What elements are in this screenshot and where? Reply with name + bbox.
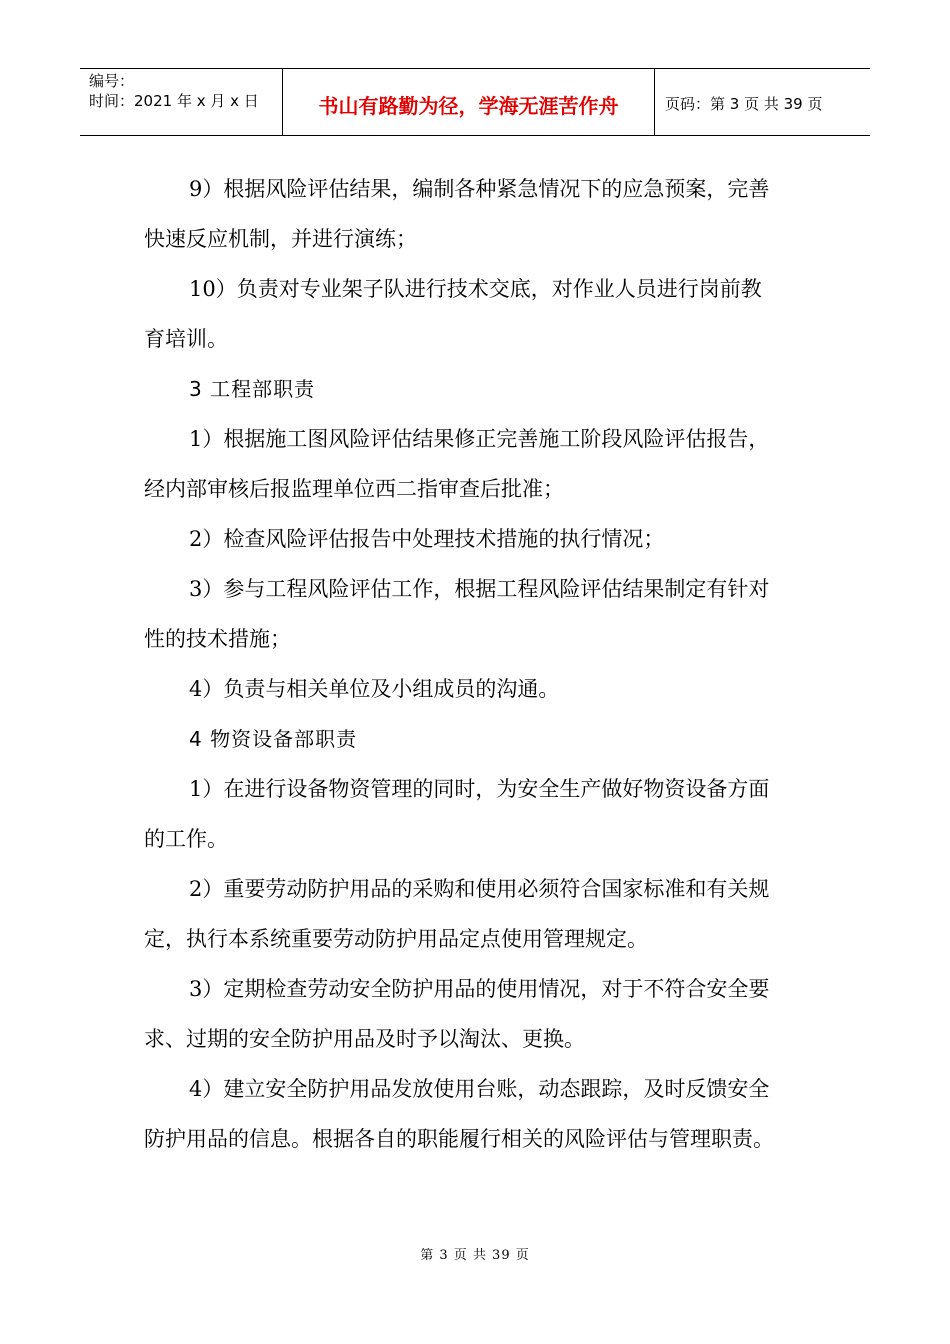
header-date-label: 时间：2021 年 x 月 x 日: [89, 92, 259, 110]
header-motto: 书山有路勤为径，学海无涯苦作舟: [283, 69, 655, 135]
paragraph-line: 2）检查风险评估报告中处理技术措施的执行情况；: [189, 527, 665, 551]
paragraph-line: 3）参与工程风险评估工作，根据工程风险评估结果制定有针对: [189, 577, 770, 601]
paragraph-line: 育培训。: [144, 327, 228, 351]
paragraph-line: 1）根据施工图风险评估结果修正完善施工阶段风险评估报告，: [189, 427, 770, 451]
paragraph-line: 性的技术措施；: [144, 627, 291, 651]
header-number-label: 编号：: [89, 72, 135, 90]
paragraph-line: 定，执行本系统重要劳动防护用品定点使用管理规定。: [144, 927, 648, 951]
header-page-info: 页码：第 3 页 共 39 页: [665, 94, 823, 113]
paragraph-line: 经内部审核后报监理单位西二指审查后批准；: [144, 477, 564, 501]
paragraph-line: 3）定期检查劳动安全防护用品的使用情况，对于不符合安全要: [189, 977, 770, 1001]
document-body: [144, 164, 812, 1164]
section-heading: 3 工程部职责: [189, 377, 316, 401]
paragraph-line: 9）根据风险评估结果，编制各种紧急情况下的应急预案，完善: [189, 177, 770, 201]
paragraph-line: 快速反应机制，并进行演练；: [144, 227, 417, 251]
page-footer: 第 3 页 共 39 页: [420, 1248, 530, 1263]
paragraph-line: 防护用品的信息。根据各自的职能履行相关的风险评估与管理职责。: [144, 1127, 774, 1151]
paragraph-line: 2）重要劳动防护用品的采购和使用必须符合国家标准和有关规: [189, 877, 770, 901]
paragraph-line: 1）在进行设备物资管理的同时，为安全生产做好物资设备方面: [189, 777, 770, 801]
page-header: [80, 68, 870, 136]
paragraph-line: 10）负责对专业架子队进行技术交底，对作业人员进行岗前教: [189, 277, 762, 301]
paragraph-line: 的工作。: [144, 827, 228, 851]
header-meta: [80, 69, 283, 135]
paragraph-line: 4）建立安全防护用品发放使用台账，动态跟踪，及时反馈安全: [189, 1077, 770, 1101]
section-heading: 4 物资设备部职责: [189, 727, 358, 751]
paragraph-line: 4）负责与相关单位及小组成员的沟通。: [189, 677, 560, 701]
paragraph-line: 求、过期的安全防护用品及时予以淘汰、更换。: [144, 1027, 585, 1051]
